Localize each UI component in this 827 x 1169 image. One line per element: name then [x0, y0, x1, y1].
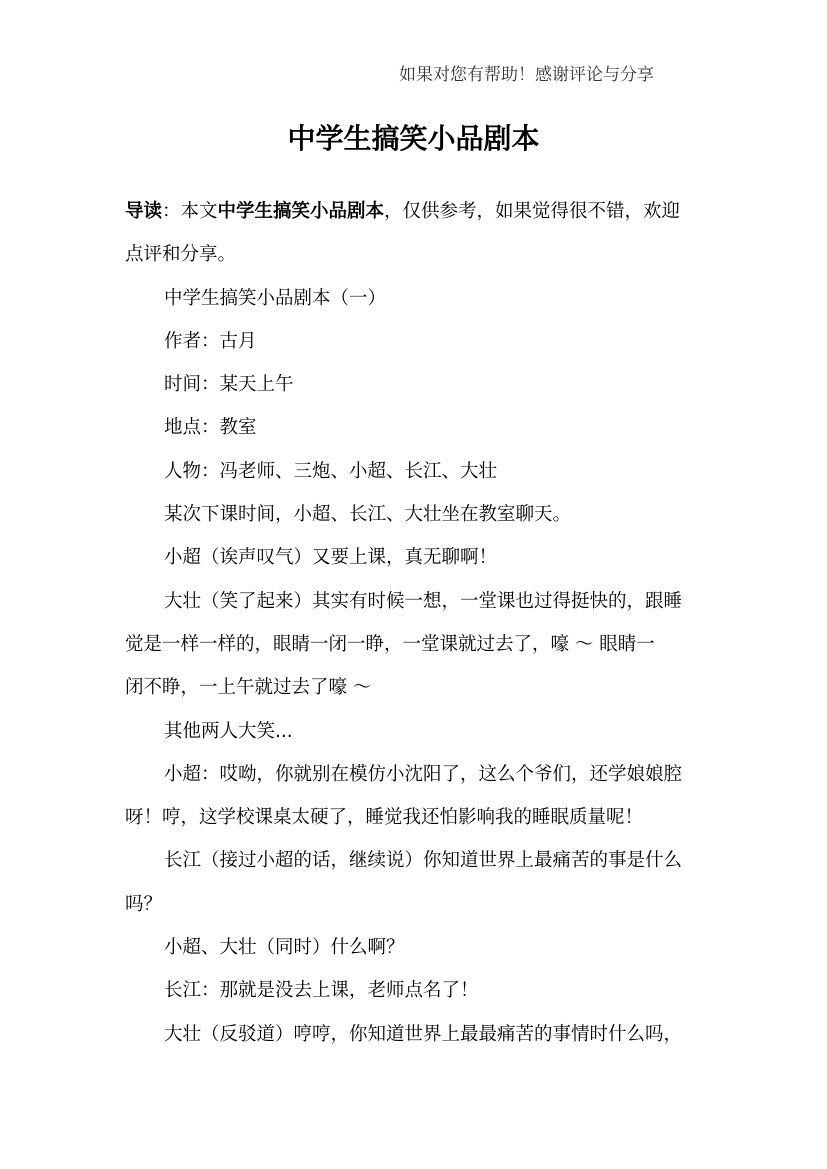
intro-bold-title: 中学生搞笑小品剧本 [217, 201, 385, 222]
place-line: 地点：教室 [164, 417, 257, 439]
script-heading: 中学生搞笑小品剧本（一） [164, 287, 387, 309]
dazhuang-line-1: 大壮（笑了起来）其实有时候一想，一堂课也过得挺快的，跟睡 [164, 590, 683, 612]
intro-sep: ：本文 [162, 201, 218, 222]
laugh-line: 其他两人大笑... [164, 720, 293, 742]
together-line: 小超、大壮（同时）什么啊？ [164, 937, 405, 959]
document-body [125, 190, 705, 1056]
changjiang-line-2: 吗？ [125, 893, 163, 915]
header-note: 如果对您有帮助！感谢评论与分享 [399, 65, 654, 85]
xiaochao-line-1: 小超：哎呦，你就别在模仿小沈阳了，这么个爷们，还学娘娘腔 [164, 763, 683, 785]
intro-line-2: 点评和分享。 [125, 244, 237, 266]
intro-label: 导读 [125, 201, 163, 222]
dialogue-line: 小超（诶声叹气）又要上课，真无聊啊！ [164, 547, 498, 569]
intro-rest: ，仅供参考，如果觉得很不错，欢迎 [384, 201, 681, 222]
dazhuang-rebuttal-line: 大壮（反驳道）哼哼，你知道世界上最最痛苦的事情时什么吗， [164, 1023, 683, 1045]
document-title: 中学生搞笑小品剧本 [287, 122, 540, 155]
changjiang-line-1: 长江（接过小超的话，继续说）你知道世界上最痛苦的事是什么 [164, 850, 683, 872]
changjiang-answer-line: 长江：那就是没去上课，老师点名了！ [164, 980, 479, 1002]
intro-paragraph [125, 190, 705, 233]
dazhuang-line-3: 闭不睁，一上午就过去了嚎 ～ [125, 677, 372, 699]
time-line: 时间：某天上午 [164, 374, 294, 396]
dazhuang-line-2: 觉是一样一样的，眼睛一闭一睁，一堂课就过去了，嚎 ～ 眼睛一 [125, 633, 655, 655]
xiaochao-line-2: 呀！哼，这学校课桌太硬了，睡觉我还怕影响我的睡眠质量呢！ [125, 807, 644, 829]
scene-line: 某次下课时间，小超、长江、大壮坐在教室聊天。 [164, 504, 572, 526]
author-line: 作者：古月 [164, 330, 257, 352]
characters-line: 人物：冯老师、三炮、小超、长江、大壮 [164, 460, 498, 482]
